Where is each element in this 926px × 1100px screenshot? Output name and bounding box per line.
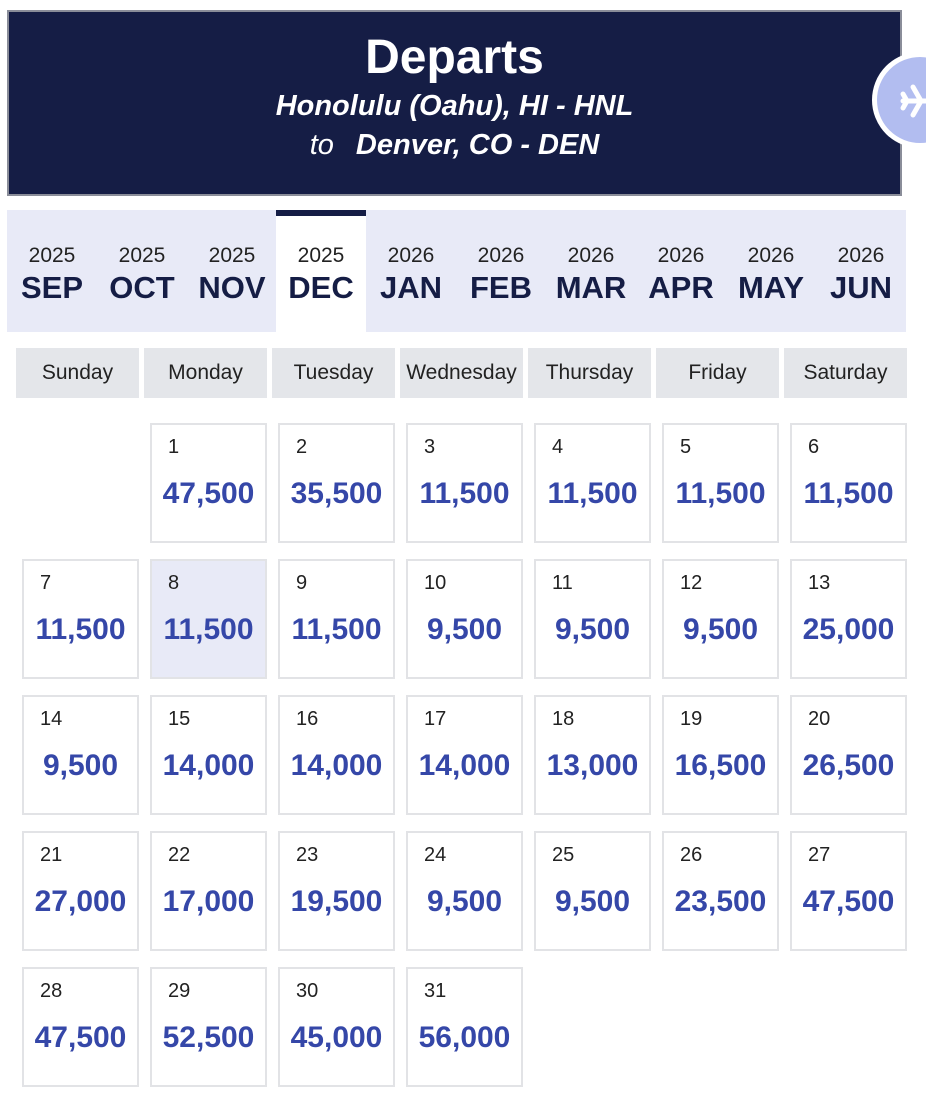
- day-cell[interactable]: [790, 831, 907, 951]
- day-number: 8: [168, 572, 180, 594]
- month-name: MAY: [737, 270, 805, 305]
- month-name: FEB: [470, 270, 532, 305]
- day-price: 14,000: [290, 749, 383, 782]
- day-price: 9,500: [682, 613, 759, 646]
- day-price: 47,500: [802, 885, 895, 918]
- month-name: JAN: [379, 270, 442, 305]
- day-cell[interactable]: [790, 423, 907, 543]
- day-cell[interactable]: [150, 695, 267, 815]
- day-number: 4: [552, 436, 564, 458]
- day-cell[interactable]: [790, 559, 907, 679]
- day-number: 14: [40, 708, 63, 730]
- weekday-label: Thursday: [528, 348, 651, 398]
- day-number: 13: [808, 572, 831, 594]
- month-tab[interactable]: [187, 210, 277, 332]
- month-year: 2026: [477, 244, 525, 267]
- day-price: 25,000: [802, 613, 895, 646]
- day-price: 47,500: [34, 1021, 127, 1054]
- day-cell[interactable]: [534, 831, 651, 951]
- day-cell[interactable]: [150, 967, 267, 1087]
- month-tab[interactable]: [456, 210, 546, 332]
- day-cell[interactable]: [22, 967, 139, 1087]
- month-tab[interactable]: [366, 210, 456, 332]
- month-year: 2025: [118, 244, 166, 267]
- day-number: 1: [168, 436, 180, 458]
- day-cell[interactable]: [790, 695, 907, 815]
- airplane-icon: [899, 83, 926, 119]
- month-year: 2026: [387, 244, 435, 267]
- day-number: 3: [424, 436, 436, 458]
- day-number: 2: [296, 436, 308, 458]
- page-title: Departs: [365, 31, 544, 84]
- day-number: 15: [168, 708, 191, 730]
- day-cell[interactable]: [22, 831, 139, 951]
- day-number: 22: [168, 844, 191, 866]
- day-number: 17: [424, 708, 447, 730]
- day-number: 20: [808, 708, 831, 730]
- day-cell[interactable]: [150, 831, 267, 951]
- day-price: 17,000: [162, 885, 255, 918]
- day-price: 9,500: [554, 613, 631, 646]
- day-cell[interactable]: [278, 967, 395, 1087]
- day-number: 9: [296, 572, 308, 594]
- month-name: DEC: [288, 270, 354, 305]
- month-tab[interactable]: [726, 210, 816, 332]
- day-cell[interactable]: [22, 695, 139, 815]
- month-year: 2026: [567, 244, 615, 267]
- day-number: 5: [680, 436, 692, 458]
- day-cell[interactable]: [662, 831, 779, 951]
- day-number: 29: [168, 980, 191, 1002]
- month-tab[interactable]: [97, 210, 187, 332]
- day-number: 25: [552, 844, 575, 866]
- day-cell[interactable]: [278, 423, 395, 543]
- month-year: 2026: [837, 244, 885, 267]
- departs-header: [7, 10, 902, 196]
- day-number: 21: [40, 844, 63, 866]
- origin-airport: Honolulu (Oahu), HI - HNL: [275, 90, 634, 122]
- day-cell[interactable]: [534, 695, 651, 815]
- day-cell[interactable]: [406, 423, 523, 543]
- destination-line: [9, 131, 900, 160]
- month-name: APR: [648, 270, 714, 305]
- day-price: 35,500: [290, 477, 383, 510]
- day-number: 23: [296, 844, 319, 866]
- day-price: 11,500: [163, 613, 254, 646]
- day-cell[interactable]: [278, 559, 395, 679]
- day-cell[interactable]: [278, 695, 395, 815]
- to-label: to: [309, 129, 334, 161]
- day-price: 52,500: [162, 1021, 255, 1054]
- day-number: 24: [424, 844, 447, 866]
- month-year: 2025: [297, 244, 345, 267]
- day-cell[interactable]: [150, 559, 267, 679]
- day-price: 47,500: [162, 477, 255, 510]
- day-price: 9,500: [554, 885, 631, 918]
- day-number: 18: [552, 708, 575, 730]
- weekday-label: Monday: [144, 348, 267, 398]
- day-number: 26: [680, 844, 703, 866]
- day-number: 10: [424, 572, 447, 594]
- weekday-label: Friday: [656, 348, 779, 398]
- day-cell[interactable]: [534, 559, 651, 679]
- day-number: 31: [424, 980, 447, 1002]
- day-number: 12: [680, 572, 703, 594]
- month-name: MAR: [555, 270, 627, 305]
- day-number: 30: [296, 980, 319, 1002]
- day-price: 13,000: [546, 749, 639, 782]
- day-cell[interactable]: [406, 695, 523, 815]
- month-year: 2025: [208, 244, 256, 267]
- day-price: 11,500: [547, 477, 638, 510]
- day-price: 27,000: [34, 885, 127, 918]
- day-cell[interactable]: [662, 559, 779, 679]
- day-number: 11: [552, 572, 573, 594]
- month-tab[interactable]: [636, 210, 726, 332]
- day-cell[interactable]: [406, 967, 523, 1087]
- day-number: 7: [40, 572, 52, 594]
- month-year: 2026: [747, 244, 795, 267]
- day-price: 14,000: [162, 749, 255, 782]
- month-tabs: [7, 210, 906, 332]
- destination-airport: Denver, CO - DEN: [355, 129, 600, 161]
- month-name: JUN: [829, 270, 892, 305]
- day-price: 45,000: [290, 1021, 383, 1054]
- month-tab[interactable]: [276, 210, 366, 332]
- day-price: 9,500: [426, 613, 503, 646]
- month-name: SEP: [20, 270, 84, 305]
- day-price: 19,500: [290, 885, 383, 918]
- weekday-label: Sunday: [16, 348, 139, 398]
- month-year: 2026: [657, 244, 705, 267]
- day-price: 11,500: [675, 477, 766, 510]
- day-cell[interactable]: [534, 423, 651, 543]
- day-price: 14,000: [418, 749, 511, 782]
- day-number: 6: [808, 436, 820, 458]
- day-cell[interactable]: [406, 831, 523, 951]
- day-number: 16: [296, 708, 319, 730]
- weekday-label: Saturday: [784, 348, 907, 398]
- day-price: 11,500: [803, 477, 894, 510]
- day-cell[interactable]: [22, 559, 139, 679]
- weekday-label: Tuesday: [272, 348, 395, 398]
- month-year: 2025: [28, 244, 76, 267]
- month-tab[interactable]: [7, 210, 97, 332]
- day-price: 9,500: [426, 885, 503, 918]
- day-cell[interactable]: [406, 559, 523, 679]
- day-number: 28: [40, 980, 63, 1002]
- day-cell[interactable]: [150, 423, 267, 543]
- month-name: OCT: [109, 270, 175, 305]
- day-cell[interactable]: [278, 831, 395, 951]
- month-name: NOV: [198, 270, 266, 305]
- day-price: 23,500: [674, 885, 767, 918]
- day-cell[interactable]: [662, 423, 779, 543]
- day-price: 9,500: [42, 749, 119, 782]
- day-price: 11,500: [419, 477, 510, 510]
- day-number: 27: [808, 844, 831, 866]
- day-price: 11,500: [35, 613, 126, 646]
- month-tab[interactable]: [546, 210, 636, 332]
- weekday-label: Wednesday: [400, 348, 523, 398]
- day-cell[interactable]: [662, 695, 779, 815]
- day-price: 56,000: [418, 1021, 511, 1054]
- month-tab[interactable]: [816, 210, 906, 332]
- day-price: 16,500: [674, 749, 767, 782]
- day-price: 11,500: [291, 613, 382, 646]
- day-number: 19: [680, 708, 703, 730]
- day-price: 26,500: [802, 749, 895, 782]
